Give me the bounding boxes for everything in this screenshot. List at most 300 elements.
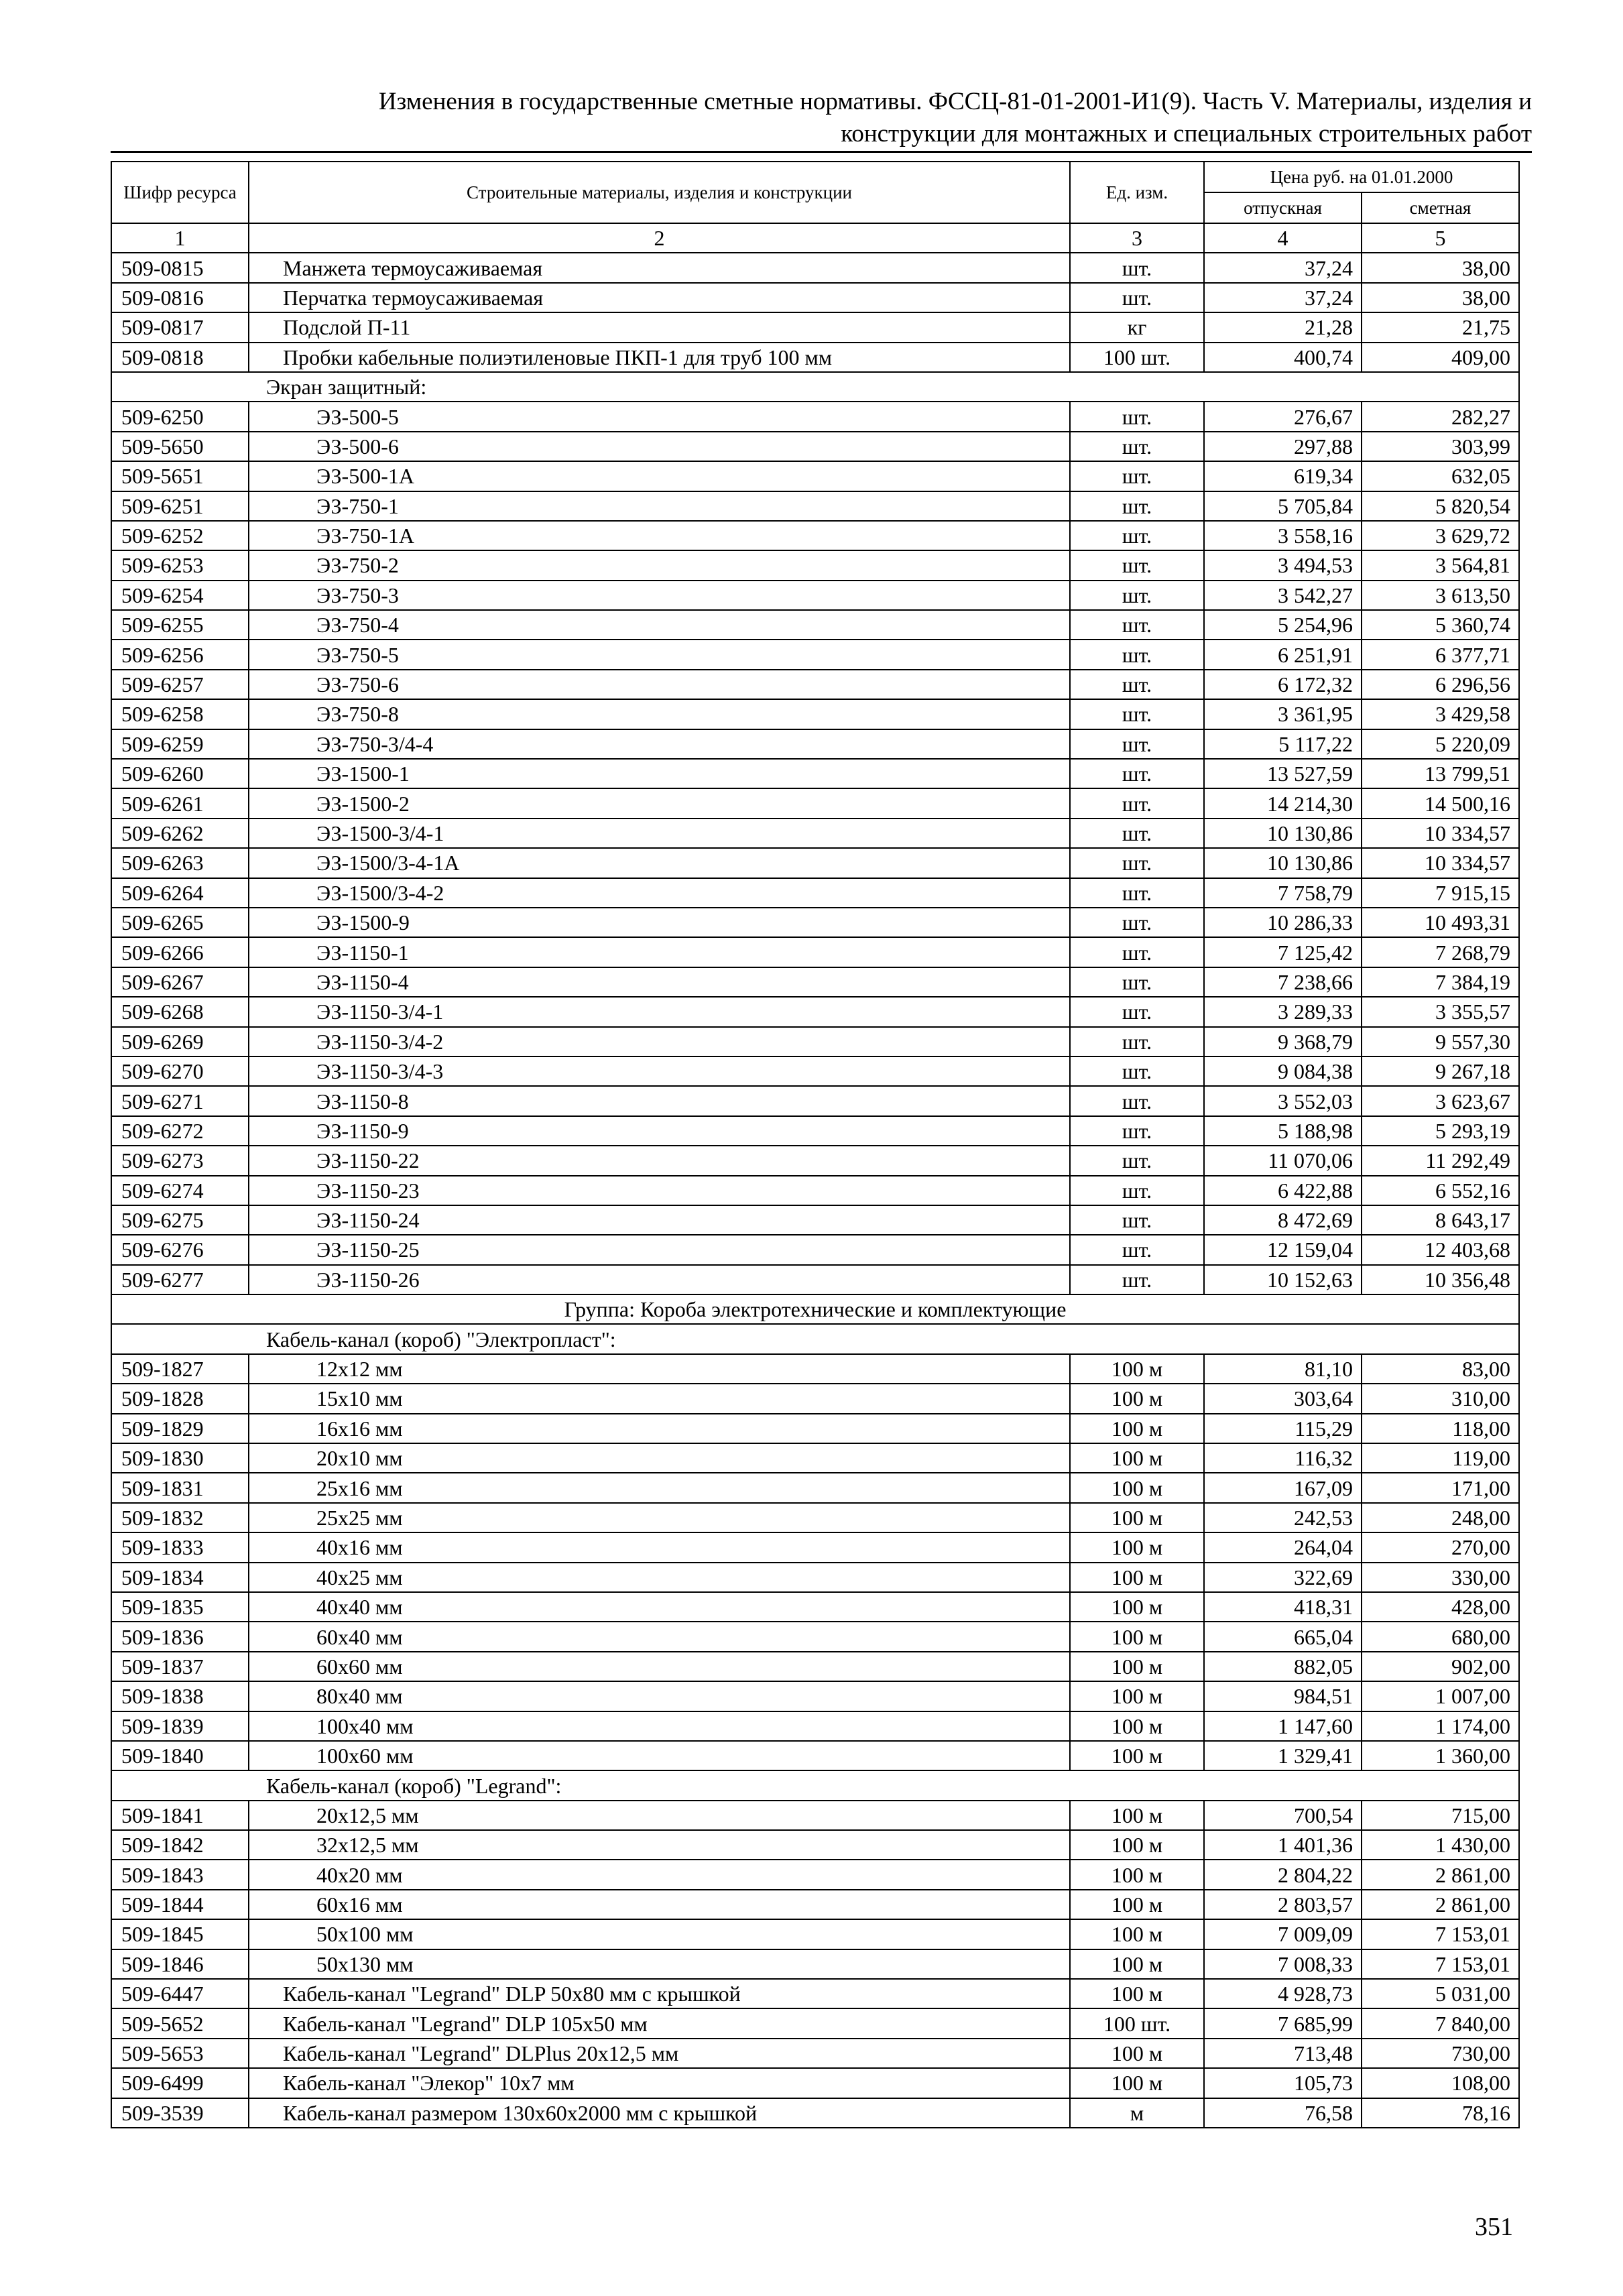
estimate-price: 3 564,81 (1362, 550, 1519, 580)
table-row (111, 283, 1519, 312)
estimate-price: 14 500,16 (1362, 788, 1519, 818)
material-name: ЭЗ-1150-1 (249, 937, 1070, 967)
release-price: 1 147,60 (1204, 1711, 1362, 1741)
unit-of-measure: шт. (1070, 670, 1204, 699)
resource-code: 509-6277 (111, 1265, 249, 1294)
resource-code: 509-6275 (111, 1205, 249, 1235)
unit-of-measure: шт. (1070, 967, 1204, 997)
unit-of-measure: шт. (1070, 640, 1204, 669)
material-name: Кабель-канал "Legrand" DLPlus 20х12,5 мм (249, 2039, 1070, 2068)
unit-of-measure: шт. (1070, 937, 1204, 967)
unit-of-measure: 100 м (1070, 1384, 1204, 1413)
estimate-price: 730,00 (1362, 2039, 1519, 2068)
resource-code: 509-6260 (111, 759, 249, 788)
resource-code: 509-0818 (111, 343, 249, 372)
subheading-row (111, 372, 1519, 402)
resource-code: 509-1832 (111, 1503, 249, 1532)
estimate-price: 1 007,00 (1362, 1681, 1519, 1711)
estimate-price: 7 840,00 (1362, 2008, 1519, 2038)
estimate-price: 7 268,79 (1362, 937, 1519, 967)
unit-of-measure: шт. (1070, 491, 1204, 521)
table-row (111, 937, 1519, 967)
release-price: 713,48 (1204, 2039, 1362, 2068)
table-row (111, 1473, 1519, 1502)
material-name: ЭЗ-1150-3/4-2 (249, 1027, 1070, 1056)
resource-code: 509-6252 (111, 521, 249, 550)
resource-code: 509-5652 (111, 2008, 249, 2038)
resource-code: 509-6499 (111, 2068, 249, 2098)
unit-of-measure: шт. (1070, 402, 1204, 431)
resource-code: 509-6256 (111, 640, 249, 669)
unit-of-measure: шт. (1070, 1235, 1204, 1264)
estimate-price: 6 377,71 (1362, 640, 1519, 669)
unit-of-measure: 100 м (1070, 1443, 1204, 1473)
resource-code: 509-6267 (111, 967, 249, 997)
release-price: 882,05 (1204, 1652, 1362, 1681)
material-name: 40х25 мм (249, 1563, 1070, 1592)
table-row (111, 1414, 1519, 1443)
column-number-row (111, 223, 1519, 253)
table-row (111, 788, 1519, 818)
unit-of-measure: шт. (1070, 1176, 1204, 1205)
estimate-price: 632,05 (1362, 461, 1519, 491)
unit-of-measure: 100 м (1070, 1622, 1204, 1651)
estimate-price: 1 174,00 (1362, 1711, 1519, 1741)
subheading: Кабель-канал (короб) "Электропласт": (111, 1324, 1519, 1353)
estimate-price: 5 293,19 (1362, 1116, 1519, 1146)
unit-of-measure: 100 м (1070, 1711, 1204, 1741)
release-price: 12 159,04 (1204, 1235, 1362, 1264)
material-name: ЭЗ-1150-26 (249, 1265, 1070, 1294)
table-header-row-1 (111, 162, 1519, 192)
material-name: ЭЗ-1150-3/4-3 (249, 1056, 1070, 1086)
release-price: 3 289,33 (1204, 997, 1362, 1026)
resource-code: 509-5653 (111, 2039, 249, 2068)
release-price: 700,54 (1204, 1801, 1362, 1830)
resource-code: 509-1844 (111, 1890, 249, 1919)
resource-code: 509-1835 (111, 1592, 249, 1622)
resource-code: 509-6255 (111, 610, 249, 640)
resource-code: 509-6273 (111, 1146, 249, 1175)
table-row (111, 1235, 1519, 1264)
release-price: 3 361,95 (1204, 699, 1362, 729)
material-name: ЭЗ-500-5 (249, 402, 1070, 431)
resource-code: 509-1830 (111, 1443, 249, 1473)
material-name: Перчатка термоусаживаемая (249, 283, 1070, 312)
release-price: 81,10 (1204, 1354, 1362, 1384)
unit-of-measure: 100 м (1070, 1949, 1204, 1979)
estimate-price: 7 153,01 (1362, 1949, 1519, 1979)
resource-code: 509-1833 (111, 1532, 249, 1562)
resource-code: 509-1837 (111, 1652, 249, 1681)
resource-code: 509-5650 (111, 432, 249, 461)
material-name: ЭЗ-1500/3-4-1А (249, 848, 1070, 878)
unit-of-measure: 100 м (1070, 1592, 1204, 1622)
header-line-1: Изменения в государственные сметные нормативы. ФССЦ-81-01-2001-И1(9). Часть V. Материалы, изделия и (378, 88, 1532, 115)
table-row (111, 521, 1519, 550)
material-name: 60х16 мм (249, 1890, 1070, 1919)
table-row (111, 1503, 1519, 1532)
table-row (111, 1443, 1519, 1473)
material-name: ЭЗ-750-3 (249, 581, 1070, 610)
table-row (111, 1086, 1519, 1115)
estimate-price: 9 267,18 (1362, 1056, 1519, 1086)
release-price: 418,31 (1204, 1592, 1362, 1622)
table-row (111, 1979, 1519, 2008)
release-price: 6 251,91 (1204, 640, 1362, 669)
material-name: 40х40 мм (249, 1592, 1070, 1622)
estimate-price: 10 334,57 (1362, 819, 1519, 848)
unit-of-measure: шт. (1070, 729, 1204, 759)
release-price: 14 214,30 (1204, 788, 1362, 818)
material-name: 60х60 мм (249, 1652, 1070, 1681)
estimate-price: 5 360,74 (1362, 610, 1519, 640)
unit-of-measure: 100 м (1070, 1979, 1204, 2008)
material-name: Кабель-канал "Элекор" 10х7 мм (249, 2068, 1070, 2098)
release-price: 7 009,09 (1204, 1919, 1362, 1949)
estimate-price: 108,00 (1362, 2068, 1519, 2098)
resource-code: 509-6261 (111, 788, 249, 818)
estimate-price: 6 552,16 (1362, 1176, 1519, 1205)
material-name: 32х12,5 мм (249, 1830, 1070, 1860)
release-price: 76,58 (1204, 2098, 1362, 2128)
release-price: 984,51 (1204, 1681, 1362, 1711)
release-price: 4 928,73 (1204, 1979, 1362, 2008)
resource-code: 509-6272 (111, 1116, 249, 1146)
price-table (111, 161, 1520, 2128)
resource-code: 509-6274 (111, 1176, 249, 1205)
release-price: 3 542,27 (1204, 581, 1362, 610)
table-row (111, 1860, 1519, 1889)
release-price: 322,69 (1204, 1563, 1362, 1592)
estimate-price: 6 296,56 (1362, 670, 1519, 699)
table-row (111, 1622, 1519, 1651)
table-body (111, 253, 1519, 2128)
estimate-price: 1 430,00 (1362, 1830, 1519, 1860)
resource-code: 509-6265 (111, 908, 249, 937)
resource-code: 509-1829 (111, 1414, 249, 1443)
release-price: 303,64 (1204, 1384, 1362, 1413)
resource-code: 509-1836 (111, 1622, 249, 1651)
release-price: 116,32 (1204, 1443, 1362, 1473)
table-row (111, 2008, 1519, 2038)
page-number: 351 (1475, 2213, 1513, 2241)
resource-code: 509-0815 (111, 253, 249, 282)
estimate-price: 11 292,49 (1362, 1146, 1519, 1175)
table-row (111, 402, 1519, 431)
resource-code: 509-6270 (111, 1056, 249, 1086)
unit-of-measure: шт. (1070, 1265, 1204, 1294)
material-name: 50х100 мм (249, 1919, 1070, 1949)
table-row (111, 1652, 1519, 1681)
unit-of-measure: шт. (1070, 819, 1204, 848)
material-name: ЭЗ-1150-25 (249, 1235, 1070, 1264)
material-name: 25х16 мм (249, 1473, 1070, 1502)
unit-of-measure: 100 м (1070, 1473, 1204, 1502)
release-price: 10 130,86 (1204, 819, 1362, 848)
unit-of-measure: шт. (1070, 848, 1204, 878)
unit-of-measure: шт. (1070, 610, 1204, 640)
table-row (111, 729, 1519, 759)
subheading: Кабель-канал (короб) "Legrand": (111, 1770, 1519, 1800)
unit-of-measure: 100 м (1070, 2068, 1204, 2098)
resource-code: 509-6253 (111, 550, 249, 580)
resource-code: 509-6266 (111, 937, 249, 967)
resource-code: 509-6263 (111, 848, 249, 878)
resource-code: 509-6447 (111, 1979, 249, 2008)
estimate-price: 2 861,00 (1362, 1860, 1519, 1889)
resource-code: 509-1842 (111, 1830, 249, 1860)
estimate-price: 3 623,67 (1362, 1086, 1519, 1115)
material-name: Кабель-канал "Legrand" DLP 105х50 мм (249, 2008, 1070, 2038)
table-row (111, 1056, 1519, 1086)
material-name: 15х10 мм (249, 1384, 1070, 1413)
estimate-price: 248,00 (1362, 1503, 1519, 1532)
resource-code: 509-6257 (111, 670, 249, 699)
estimate-price: 10 493,31 (1362, 908, 1519, 937)
col-num: 1 (111, 223, 249, 253)
material-name: 50х130 мм (249, 1949, 1070, 1979)
estimate-price: 171,00 (1362, 1473, 1519, 1502)
estimate-price: 13 799,51 (1362, 759, 1519, 788)
table-row (111, 1205, 1519, 1235)
table-row (111, 1176, 1519, 1205)
table-row (111, 312, 1519, 342)
table-row (111, 2098, 1519, 2128)
release-price: 7 758,79 (1204, 878, 1362, 908)
unit-of-measure: шт. (1070, 432, 1204, 461)
release-price: 6 422,88 (1204, 1176, 1362, 1205)
resource-code: 509-6264 (111, 878, 249, 908)
material-name: ЭЗ-1150-8 (249, 1086, 1070, 1115)
table-row (111, 1265, 1519, 1294)
unit-of-measure: 100 м (1070, 1741, 1204, 1770)
header-code: Шифр ресурса (111, 162, 249, 223)
unit-of-measure: шт. (1070, 1116, 1204, 1146)
unit-of-measure: шт. (1070, 1146, 1204, 1175)
release-price: 5 705,84 (1204, 491, 1362, 521)
release-price: 276,67 (1204, 402, 1362, 431)
estimate-price: 310,00 (1362, 1384, 1519, 1413)
release-price: 242,53 (1204, 1503, 1362, 1532)
unit-of-measure: 100 шт. (1070, 2008, 1204, 2038)
table-row (111, 1949, 1519, 1979)
estimate-price: 330,00 (1362, 1563, 1519, 1592)
unit-of-measure: 100 м (1070, 1414, 1204, 1443)
estimate-price: 409,00 (1362, 343, 1519, 372)
table-row (111, 461, 1519, 491)
release-price: 7 685,99 (1204, 2008, 1362, 2038)
unit-of-measure: м (1070, 2098, 1204, 2128)
unit-of-measure: шт. (1070, 908, 1204, 937)
release-price: 8 472,69 (1204, 1205, 1362, 1235)
table-row (111, 2039, 1519, 2068)
estimate-price: 7 384,19 (1362, 967, 1519, 997)
release-price: 105,73 (1204, 2068, 1362, 2098)
unit-of-measure: шт. (1070, 581, 1204, 610)
release-price: 167,09 (1204, 1473, 1362, 1502)
estimate-price: 3 355,57 (1362, 997, 1519, 1026)
header-line-2: конструкции для монтажных и специальных строительных работ (841, 120, 1532, 147)
estimate-price: 680,00 (1362, 1622, 1519, 1651)
unit-of-measure: 100 м (1070, 1681, 1204, 1711)
material-name: 12х12 мм (249, 1354, 1070, 1384)
resource-code: 509-1845 (111, 1919, 249, 1949)
table-row (111, 1741, 1519, 1770)
material-name: ЭЗ-750-6 (249, 670, 1070, 699)
estimate-price: 270,00 (1362, 1532, 1519, 1562)
unit-of-measure: 100 м (1070, 1652, 1204, 1681)
resource-code: 509-6254 (111, 581, 249, 610)
release-price: 21,28 (1204, 312, 1362, 342)
resource-code: 509-1839 (111, 1711, 249, 1741)
release-price: 3 552,03 (1204, 1086, 1362, 1115)
release-price: 5 254,96 (1204, 610, 1362, 640)
material-name: Пробки кабельные полиэтиленовые ПКП-1 для труб 100 мм (249, 343, 1070, 372)
release-price: 2 804,22 (1204, 1860, 1362, 1889)
estimate-price: 8 643,17 (1362, 1205, 1519, 1235)
table-row (111, 610, 1519, 640)
unit-of-measure: 100 м (1070, 2039, 1204, 2068)
table-row (111, 878, 1519, 908)
release-price: 297,88 (1204, 432, 1362, 461)
material-name: ЭЗ-1500/3-4-2 (249, 878, 1070, 908)
table-row (111, 1890, 1519, 1919)
estimate-price: 3 613,50 (1362, 581, 1519, 610)
resource-code: 509-3539 (111, 2098, 249, 2128)
unit-of-measure: шт. (1070, 997, 1204, 1026)
unit-of-measure: шт. (1070, 283, 1204, 312)
unit-of-measure: 100 м (1070, 1354, 1204, 1384)
resource-code: 509-1838 (111, 1681, 249, 1711)
table-row (111, 640, 1519, 669)
resource-code: 509-5651 (111, 461, 249, 491)
material-name: ЭЗ-500-6 (249, 432, 1070, 461)
group-heading: Группа: Короба электротехнические и комплектующие (111, 1294, 1519, 1324)
release-price: 37,24 (1204, 253, 1362, 282)
col-num: 5 (1362, 223, 1519, 253)
estimate-price: 7 153,01 (1362, 1919, 1519, 1949)
col-num: 3 (1070, 223, 1204, 253)
resource-code: 509-6251 (111, 491, 249, 521)
unit-of-measure: 100 м (1070, 1503, 1204, 1532)
table-row (111, 581, 1519, 610)
table-row (111, 1384, 1519, 1413)
table-row (111, 432, 1519, 461)
unit-of-measure: 100 м (1070, 1860, 1204, 1889)
table-row (111, 491, 1519, 521)
estimate-price: 118,00 (1362, 1414, 1519, 1443)
resource-code: 509-6250 (111, 402, 249, 431)
table-row (111, 550, 1519, 580)
resource-code: 509-1840 (111, 1741, 249, 1770)
resource-code: 509-1843 (111, 1860, 249, 1889)
header-price-release: отпускная (1204, 192, 1362, 223)
table-row (111, 997, 1519, 1026)
unit-of-measure: шт. (1070, 759, 1204, 788)
unit-of-measure: шт. (1070, 1086, 1204, 1115)
unit-of-measure: шт. (1070, 699, 1204, 729)
table-row (111, 1830, 1519, 1860)
unit-of-measure: шт. (1070, 521, 1204, 550)
estimate-price: 715,00 (1362, 1801, 1519, 1830)
subheading-row (111, 1324, 1519, 1353)
release-price: 400,74 (1204, 343, 1362, 372)
estimate-price: 10 334,57 (1362, 848, 1519, 878)
unit-of-measure: шт. (1070, 1056, 1204, 1086)
release-price: 619,34 (1204, 461, 1362, 491)
estimate-price: 5 220,09 (1362, 729, 1519, 759)
release-price: 5 117,22 (1204, 729, 1362, 759)
table-row (111, 967, 1519, 997)
estimate-price: 21,75 (1362, 312, 1519, 342)
material-name: ЭЗ-750-8 (249, 699, 1070, 729)
material-name: 20х10 мм (249, 1443, 1070, 1473)
estimate-price: 38,00 (1362, 253, 1519, 282)
material-name: 100х40 мм (249, 1711, 1070, 1741)
estimate-price: 303,99 (1362, 432, 1519, 461)
material-name: ЭЗ-750-5 (249, 640, 1070, 669)
resource-code: 509-6262 (111, 819, 249, 848)
material-name: ЭЗ-1150-23 (249, 1176, 1070, 1205)
release-price: 10 130,86 (1204, 848, 1362, 878)
release-price: 7 008,33 (1204, 1949, 1362, 1979)
subheading-row (111, 1770, 1519, 1800)
release-price: 3 494,53 (1204, 550, 1362, 580)
resource-code: 509-6258 (111, 699, 249, 729)
estimate-price: 3 629,72 (1362, 521, 1519, 550)
header-rule (111, 151, 1532, 153)
material-name: ЭЗ-1500-3/4-1 (249, 819, 1070, 848)
material-name: 40х20 мм (249, 1860, 1070, 1889)
resource-code: 509-1841 (111, 1801, 249, 1830)
unit-of-measure: 100 м (1070, 1801, 1204, 1830)
material-name: ЭЗ-750-1 (249, 491, 1070, 521)
material-name: Кабель-канал "Legrand" DLP 50х80 мм с крышкой (249, 1979, 1070, 2008)
table-row (111, 1027, 1519, 1056)
material-name: Кабель-канал размером 130х60х2000 мм с крышкой (249, 2098, 1070, 2128)
resource-code: 509-1827 (111, 1354, 249, 1384)
subheading: Экран защитный: (111, 372, 1519, 402)
material-name: 16х16 мм (249, 1414, 1070, 1443)
resource-code: 509-1834 (111, 1563, 249, 1592)
resource-code: 509-1831 (111, 1473, 249, 1502)
resource-code: 509-6271 (111, 1086, 249, 1115)
unit-of-measure: 100 м (1070, 1919, 1204, 1949)
header-unit: Ед. изм. (1070, 162, 1204, 223)
table-row (111, 1711, 1519, 1741)
col-num: 2 (249, 223, 1070, 253)
unit-of-measure: 100 м (1070, 1563, 1204, 1592)
estimate-price: 7 915,15 (1362, 878, 1519, 908)
material-name: Подслой П-11 (249, 312, 1070, 342)
unit-of-measure: 100 м (1070, 1890, 1204, 1919)
material-name: ЭЗ-1500-1 (249, 759, 1070, 788)
material-name: ЭЗ-1150-22 (249, 1146, 1070, 1175)
release-price: 37,24 (1204, 283, 1362, 312)
release-price: 665,04 (1204, 1622, 1362, 1651)
unit-of-measure: шт. (1070, 550, 1204, 580)
group-heading-row (111, 1294, 1519, 1324)
material-name: ЭЗ-750-1А (249, 521, 1070, 550)
material-name: 20х12,5 мм (249, 1801, 1070, 1830)
estimate-price: 902,00 (1362, 1652, 1519, 1681)
unit-of-measure: шт. (1070, 1205, 1204, 1235)
table-row (111, 1592, 1519, 1622)
estimate-price: 12 403,68 (1362, 1235, 1519, 1264)
unit-of-measure: 100 м (1070, 1830, 1204, 1860)
release-price: 13 527,59 (1204, 759, 1362, 788)
